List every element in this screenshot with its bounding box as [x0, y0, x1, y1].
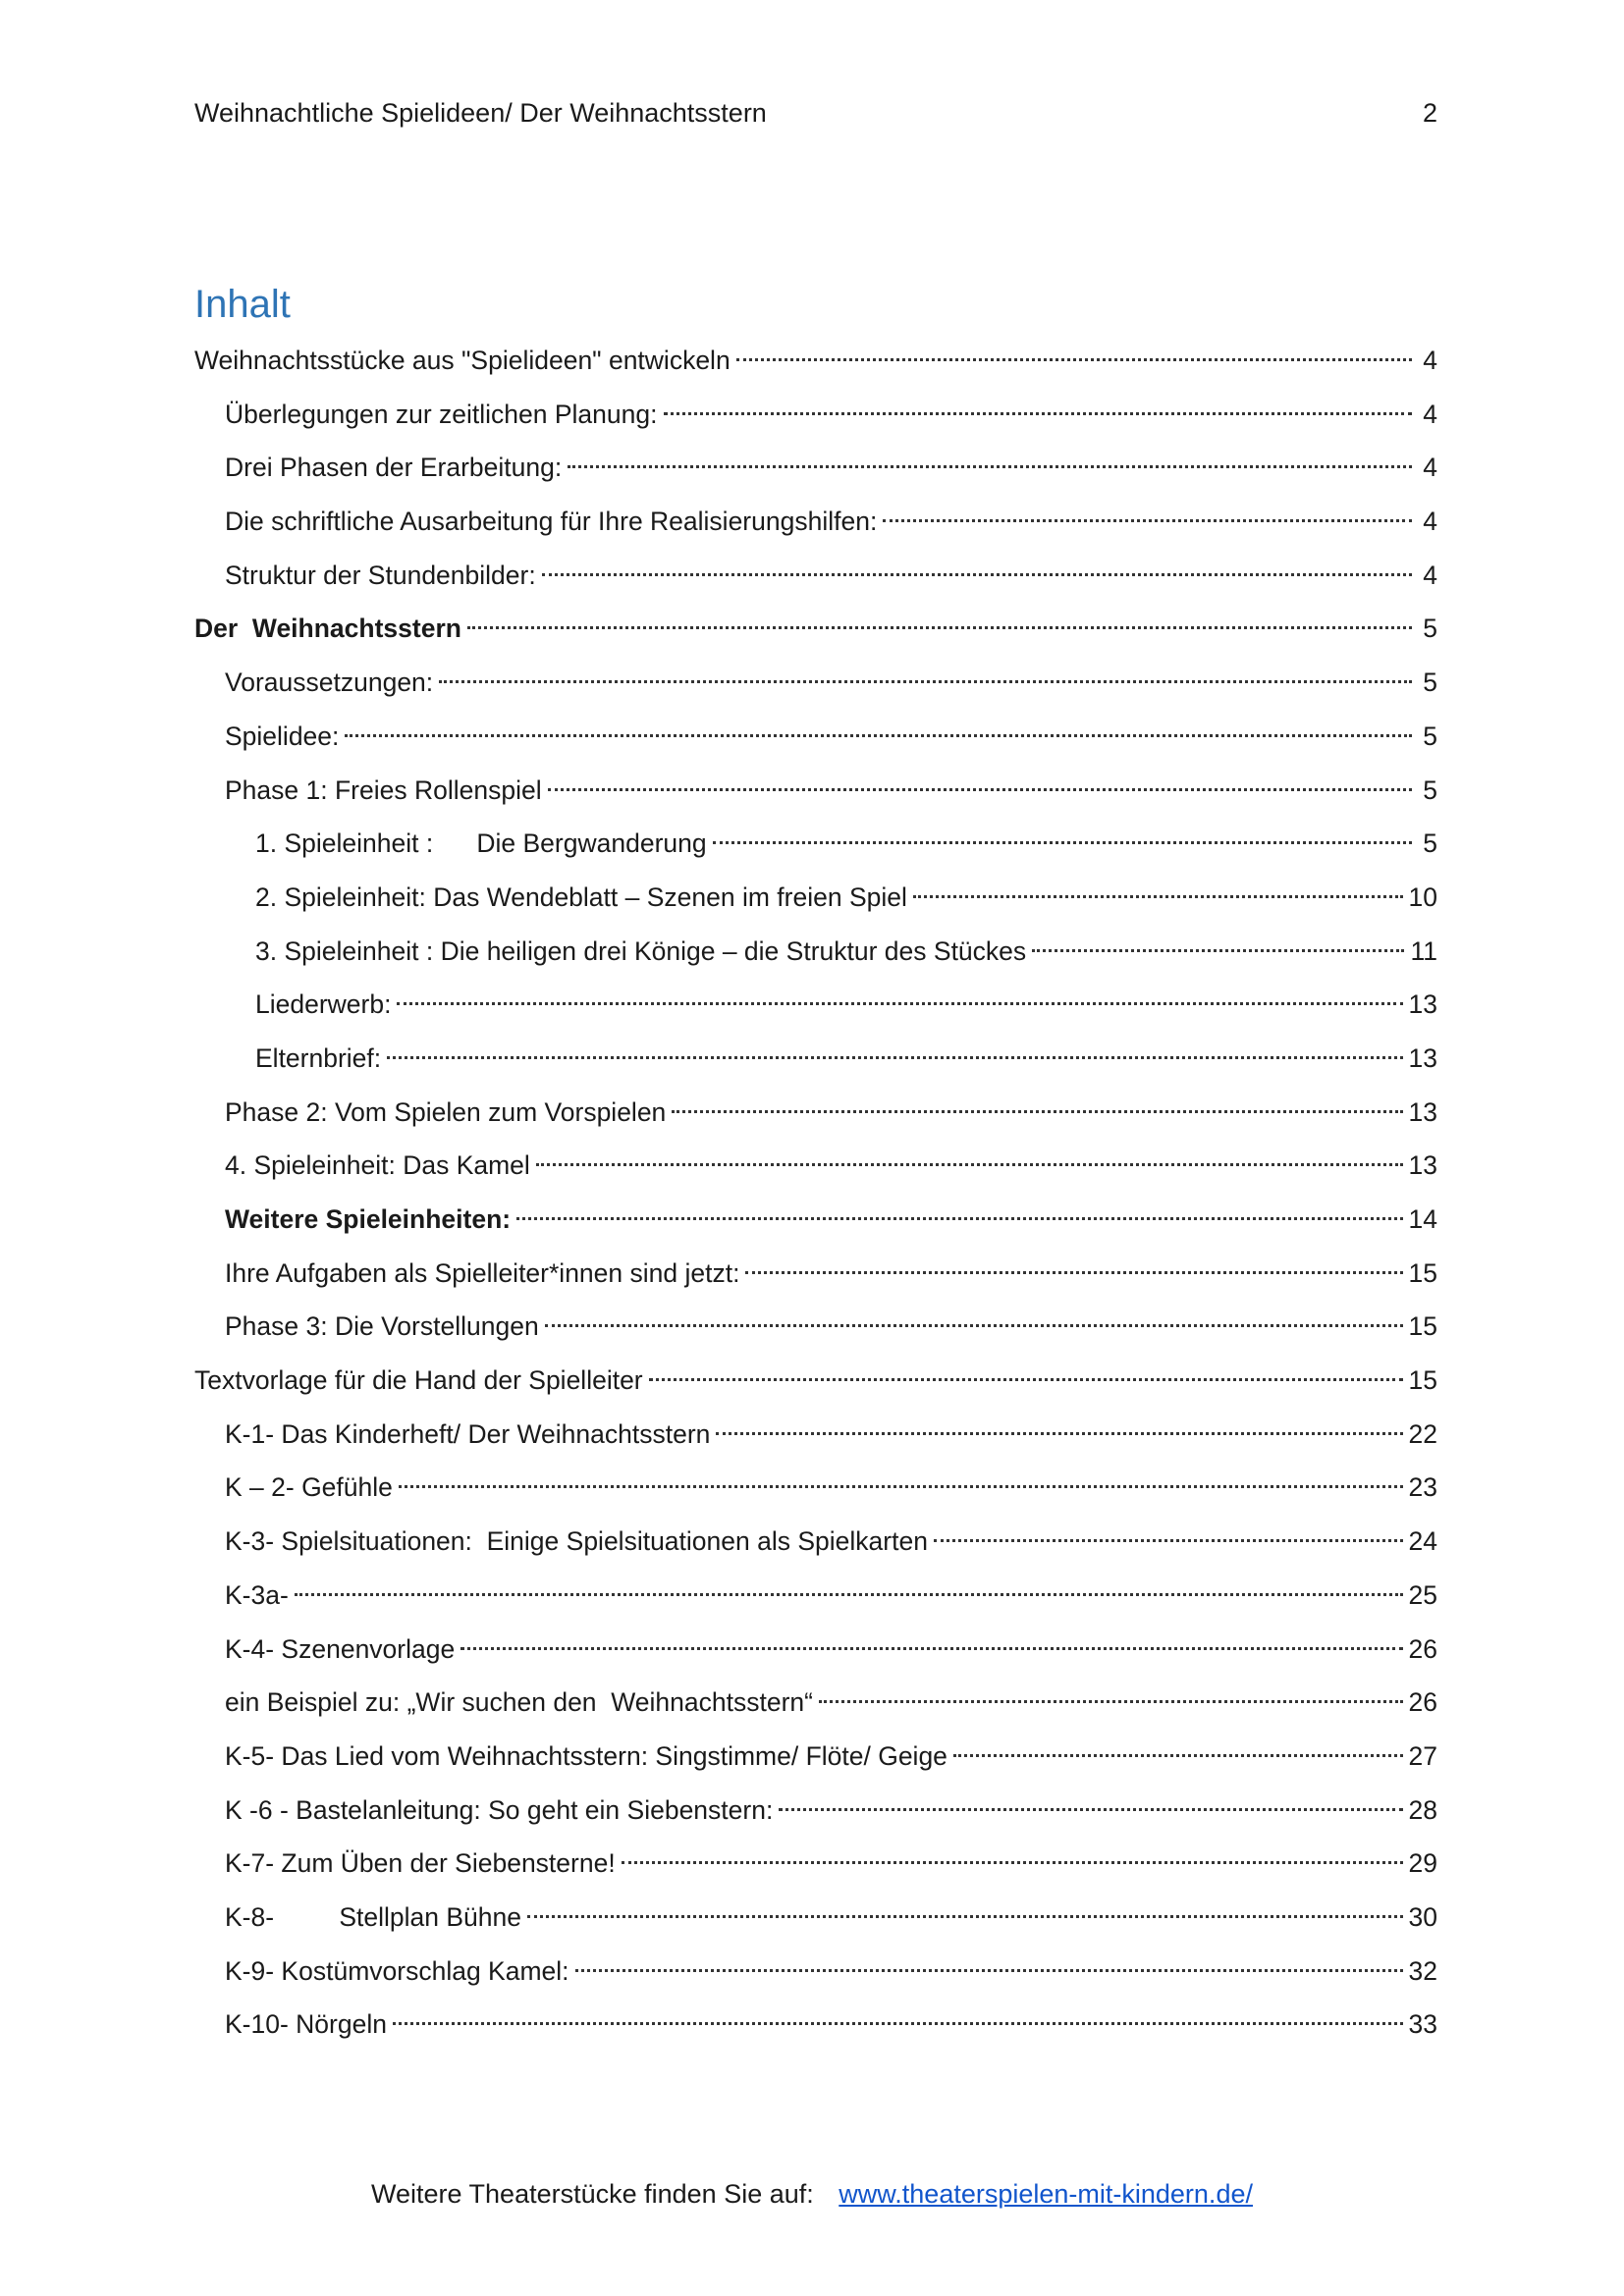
toc-entry-title: Textvorlage für die Hand der Spielleiter [194, 1365, 643, 1396]
toc-entry-page: 5 [1423, 614, 1437, 644]
toc-entry-title: Drei Phasen der Erarbeitung: [225, 453, 563, 483]
toc-entry-page: 15 [1408, 1311, 1437, 1342]
toc-entry-page: 25 [1408, 1579, 1437, 1610]
page-header [194, 98, 1437, 137]
dot-leader [745, 1271, 1402, 1274]
toc-entry-title: ein Beispiel zu: „Wir suchen den Weihnachtsstern“ [225, 1687, 813, 1718]
toc-entry-page: 13 [1408, 1042, 1437, 1073]
toc-entry[interactable] [194, 501, 1437, 555]
toc-entry-title: 2. Spieleinheit: Das Wendeblatt – Szenen im freien Spiel [255, 881, 907, 912]
toc-entry-page: 10 [1408, 881, 1437, 912]
toc-entry-page: 5 [1423, 828, 1437, 859]
toc-entry[interactable] [194, 1682, 1437, 1735]
toc-entry[interactable] [194, 1092, 1437, 1146]
toc-entry[interactable] [194, 770, 1437, 824]
toc-entry[interactable] [194, 1199, 1437, 1253]
toc-entry[interactable] [194, 1521, 1437, 1575]
toc-entry-title: Elternbrief: [255, 1042, 382, 1073]
document-title: Weihnachtliche Spielideen/ Der Weihnachtsstern [194, 98, 767, 128]
toc-entry-page: 15 [1408, 1365, 1437, 1396]
toc-entry[interactable] [194, 1414, 1437, 1468]
toc-entry-title: Der Weihnachtsstern [194, 614, 461, 644]
toc-entry-page: 4 [1423, 399, 1437, 429]
toc-entry-title: K-5- Das Lied vom Weihnachtsstern: Singstimme/ Flöte/ Geige [225, 1740, 947, 1771]
toc-entry[interactable] [194, 662, 1437, 716]
toc-entry-title: Phase 3: Die Vorstellungen [225, 1311, 539, 1342]
dot-leader [649, 1378, 1403, 1381]
dot-leader [387, 1056, 1402, 1059]
dot-leader [542, 573, 1412, 576]
dot-leader [545, 1324, 1403, 1327]
dot-leader [1032, 949, 1404, 952]
toc-entry-page: 13 [1408, 1096, 1437, 1127]
toc-entry[interactable] [194, 555, 1437, 609]
toc-entry-page: 26 [1408, 1687, 1437, 1718]
toc-entry[interactable] [194, 608, 1437, 662]
toc-entry-title: 1. Spieleinheit : Die Bergwanderung [255, 828, 707, 859]
toc-entry[interactable] [194, 1842, 1437, 1896]
toc-entry[interactable] [194, 716, 1437, 770]
toc-entry-page: 4 [1423, 453, 1437, 483]
toc-entry-title: Struktur der Stundenbilder: [225, 560, 536, 590]
toc-entry[interactable] [194, 1038, 1437, 1092]
toc-entry-title: K-1- Das Kinderheft/ Der Weihnachtsstern [225, 1418, 711, 1449]
toc-entry-title: K – 2- Gefühle [225, 1472, 393, 1503]
toc-entry-title: Überlegungen zur zeitlichen Planung: [225, 399, 658, 429]
toc-entry-page: 27 [1408, 1740, 1437, 1771]
toc-entry-title: K-3a- [225, 1579, 289, 1610]
dot-leader [516, 1217, 1402, 1220]
dot-leader [295, 1593, 1403, 1596]
website-link[interactable]: www.theaterspielen-mit-kindern.de/ [839, 2179, 1253, 2209]
toc-entry-title: K-9- Kostümvorschlag Kamel: [225, 1955, 569, 1986]
toc-entry[interactable] [194, 340, 1437, 394]
toc-entry-page: 5 [1423, 721, 1437, 751]
dot-leader [536, 1163, 1403, 1166]
dot-leader [527, 1915, 1403, 1918]
dot-leader [568, 465, 1412, 468]
toc-entry-page: 23 [1408, 1472, 1437, 1503]
dot-leader [913, 895, 1403, 898]
dot-leader [736, 358, 1412, 361]
toc-entry-page: 24 [1408, 1526, 1437, 1557]
dot-leader [622, 1861, 1403, 1864]
dot-leader [345, 734, 1412, 737]
toc-entry-page: 26 [1408, 1633, 1437, 1664]
toc-entry-page: 30 [1408, 1901, 1437, 1932]
toc-entry[interactable] [194, 931, 1437, 985]
toc-entry-page: 22 [1408, 1418, 1437, 1449]
toc-entry-title: 3. Spieleinheit : Die heiligen drei Könige – die Struktur des Stückes [255, 935, 1027, 966]
toc-entry-title: K-10- Nörgeln [225, 2009, 387, 2040]
table-of-contents [194, 340, 1437, 2057]
dot-leader [953, 1754, 1403, 1757]
toc-entry[interactable] [194, 2003, 1437, 2057]
toc-entry-page: 15 [1408, 1257, 1437, 1288]
toc-entry[interactable] [194, 1575, 1437, 1629]
toc-entry-title: Liederwerb: [255, 989, 392, 1020]
toc-entry[interactable] [194, 1253, 1437, 1307]
toc-entry-page: 28 [1408, 1794, 1437, 1825]
dot-leader [779, 1808, 1402, 1811]
toc-entry-page: 29 [1408, 1848, 1437, 1879]
toc-entry[interactable] [194, 1735, 1437, 1789]
toc-entry[interactable] [194, 1145, 1437, 1199]
toc-entry-title: Voraussetzungen: [225, 667, 434, 698]
toc-entry-title: K-8- Stellplan Bühne [225, 1901, 521, 1932]
dot-leader [548, 788, 1412, 791]
toc-entry[interactable] [194, 1467, 1437, 1521]
toc-entry[interactable] [194, 1950, 1437, 2004]
dot-leader [883, 519, 1412, 522]
dot-leader [399, 1485, 1403, 1488]
toc-entry[interactable] [194, 447, 1437, 501]
toc-entry[interactable] [194, 984, 1437, 1038]
toc-entry-title: Phase 2: Vom Spielen zum Vorspielen [225, 1096, 667, 1127]
dot-leader [934, 1539, 1403, 1542]
toc-entry-title: K-3- Spielsituationen: Einige Spielsituationen als Spielkarten [225, 1526, 928, 1557]
toc-entry[interactable] [194, 394, 1437, 448]
toc-entry-title: K-7- Zum Üben der Siebensterne! [225, 1848, 616, 1879]
dot-leader [467, 626, 1412, 629]
toc-entry-page: 11 [1410, 935, 1437, 966]
dot-leader [713, 841, 1412, 844]
page-footer [0, 2179, 1624, 2210]
toc-entry-page: 14 [1408, 1204, 1437, 1234]
dot-leader [397, 1002, 1402, 1005]
dot-leader [460, 1647, 1402, 1650]
dot-leader [664, 412, 1413, 415]
toc-heading: Inhalt [194, 283, 291, 326]
toc-entry-title: Phase 1: Freies Rollenspiel [225, 774, 542, 805]
toc-entry-title: Ihre Aufgaben als Spielleiter*innen sind jetzt: [225, 1257, 740, 1288]
page-number: 2 [1422, 98, 1437, 128]
toc-entry-page: 4 [1423, 507, 1437, 537]
toc-entry[interactable] [194, 877, 1437, 931]
toc-entry[interactable] [194, 1306, 1437, 1360]
toc-entry[interactable] [194, 1789, 1437, 1843]
toc-entry-page: 13 [1408, 1150, 1437, 1181]
toc-entry[interactable] [194, 823, 1437, 877]
dot-leader [439, 680, 1412, 683]
toc-entry[interactable] [194, 1629, 1437, 1682]
toc-entry[interactable] [194, 1896, 1437, 1950]
toc-entry[interactable] [194, 1360, 1437, 1414]
toc-entry-page: 4 [1423, 346, 1437, 375]
footer-text: Weitere Theaterstücke finden Sie auf: [371, 2179, 814, 2209]
dot-leader [393, 2022, 1403, 2025]
dot-leader [575, 1969, 1403, 1972]
toc-entry-page: 13 [1408, 989, 1437, 1020]
toc-entry-page: 4 [1423, 560, 1437, 590]
toc-entry-title: K-4- Szenenvorlage [225, 1633, 456, 1664]
dot-leader [819, 1700, 1403, 1703]
toc-entry-title: Die schriftliche Ausarbeitung für Ihre Realisierungshilfen: [225, 507, 878, 537]
toc-entry-page: 33 [1408, 2009, 1437, 2040]
toc-entry-title: K -6 - Bastelanleitung: So geht ein Siebenstern: [225, 1794, 774, 1825]
toc-entry-title: Weihnachtsstücke aus "Spielideen" entwickeln [194, 346, 731, 375]
toc-entry-page: 5 [1423, 667, 1437, 698]
toc-entry-title: 4. Spieleinheit: Das Kamel [225, 1150, 530, 1181]
toc-entry-page: 32 [1408, 1955, 1437, 1986]
toc-entry-page: 5 [1423, 774, 1437, 805]
dot-leader [672, 1110, 1402, 1113]
toc-entry-title: Weitere Spieleinheiten: [225, 1204, 512, 1234]
toc-entry-title: Spielidee: [225, 721, 340, 751]
dot-leader [716, 1432, 1402, 1435]
